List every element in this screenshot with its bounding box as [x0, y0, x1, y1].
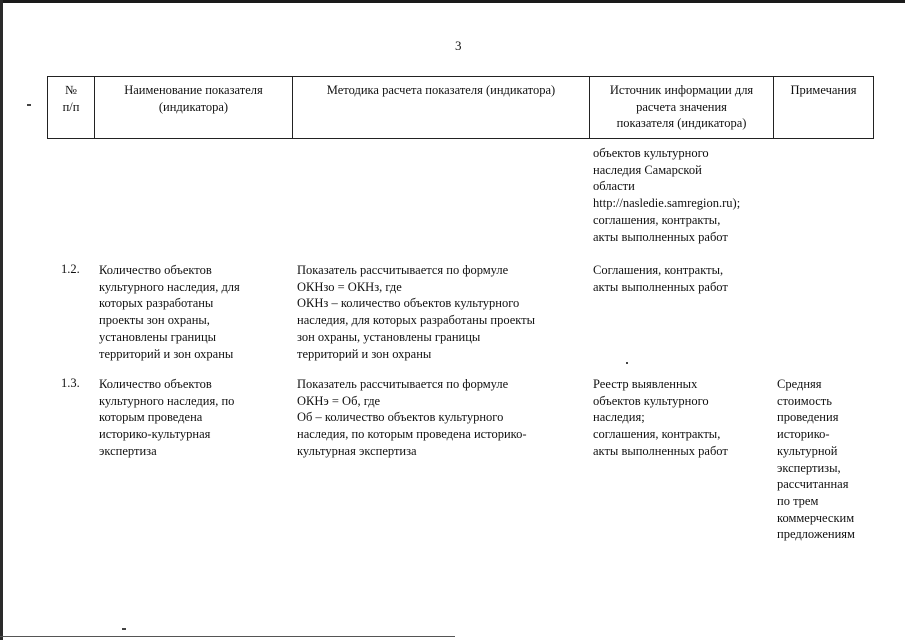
row-indicator-name: Количество объектов культурного наследия, для которых разработаны проекты зон охраны, установлены границы территорий и зон охраны [99, 263, 240, 361]
scan-border-bottom [0, 636, 455, 637]
row-indicator-name: Количество объектов культурного наследия, по которым проведена историко-культурная экспертиза [99, 377, 235, 458]
header-num: № п/п [62, 83, 80, 114]
scan-speck [27, 104, 31, 106]
row-source: Соглашения, контракты, акты выполненных работ [593, 263, 728, 294]
scan-speck [626, 362, 628, 364]
col-divider [873, 76, 874, 139]
row-source: Реестр выявленных объектов культурного наследия; соглашения, контракты, акты выполненных работ [593, 377, 728, 458]
row-number: 1.2. [61, 262, 80, 276]
scan-border-top [0, 0, 905, 3]
page-number: 3 [455, 38, 462, 53]
header-method: Методика расчета показателя (индикатора) [326, 83, 556, 97]
scan-border-left [0, 0, 3, 640]
header-bottom-border [47, 138, 874, 139]
continuation-source: объектов культурного наследия Самарской области http://nasledie.samregion.ru); соглашения, контракты, акты выполненных работ [593, 146, 741, 244]
header-name: Наименование показателя (индикатора) [124, 83, 263, 114]
header-source: Источник информации для расчета значения показателя (индикатора) [609, 83, 754, 131]
header-notes: Примечания [790, 83, 857, 97]
row-method: Показатель рассчитывается по формуле ОКНэ = Об, где Об – количество объектов культурного наследия, по которым проведена историко- культурная экспертиза [297, 377, 527, 458]
row-notes: Средняя стоимость проведения историко- культурной экспертизы, рассчитанная по трем коммерческим предложениям [777, 377, 855, 542]
row-number: 1.3. [61, 376, 80, 390]
row-method: Показатель рассчитывается по формуле ОКНзо = ОКНз, где ОКНз – количество объектов культурного наследия, для которых разработаны проекты зон охраны, установлены границы территорий и зон охраны [297, 263, 536, 361]
scan-speck [122, 628, 126, 630]
table-top-border [47, 76, 874, 77]
